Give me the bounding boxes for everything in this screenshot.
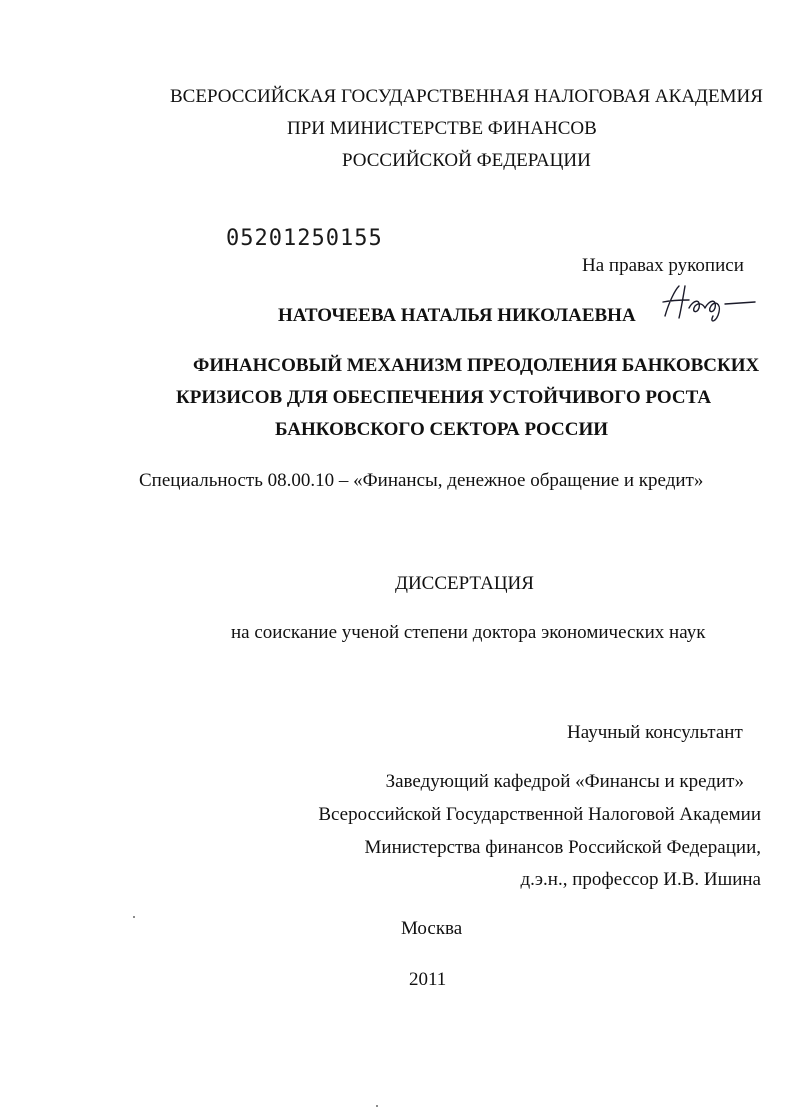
consultant-heading: Научный консультант: [567, 722, 743, 743]
year: 2011: [409, 969, 447, 990]
document-type: ДИССЕРТАЦИЯ: [395, 573, 534, 594]
consultant-line-1: Заведующий кафедрой «Финансы и кредит»: [385, 771, 744, 792]
dissertation-title-line-1: ФИНАНСОВЫЙ МЕХАНИЗМ ПРЕОДОЛЕНИЯ БАНКОВСКИХ: [193, 355, 760, 376]
scan-speck: [133, 916, 135, 918]
institution-line-1: ВСЕРОССИЙСКАЯ ГОСУДАРСТВЕННАЯ НАЛОГОВАЯ АКАДЕМИЯ: [170, 86, 763, 107]
specialty: Специальность 08.00.10 – «Финансы, денежное обращение и кредит»: [139, 470, 704, 491]
document-number: 05201250155: [226, 226, 383, 251]
dissertation-title-line-3: БАНКОВСКОГО СЕКТОРА РОССИИ: [275, 419, 609, 440]
institution-line-3: РОССИЙСКОЙ ФЕДЕРАЦИИ: [342, 150, 591, 171]
handwritten-signature: [655, 278, 765, 328]
consultant-line-2: Всероссийской Государственной Налоговой Академии: [318, 804, 761, 825]
consultant-line-4: д.э.н., профессор И.В. Ишина: [520, 869, 761, 890]
consultant-line-3: Министерства финансов Российской Федерации,: [364, 837, 761, 858]
city: Москва: [401, 918, 463, 939]
institution-line-2: ПРИ МИНИСТЕРСТВЕ ФИНАНСОВ: [287, 118, 597, 139]
dissertation-title-line-2: КРИЗИСОВ ДЛЯ ОБЕСПЕЧЕНИЯ УСТОЙЧИВОГО РОСТА: [176, 387, 712, 408]
degree-statement: на соискание ученой степени доктора экономических наук: [231, 622, 706, 643]
scan-speck: [376, 1105, 378, 1107]
manuscript-rights-note: На правах рукописи: [582, 255, 744, 276]
author-name: НАТОЧЕЕВА НАТАЛЬЯ НИКОЛАЕВНА: [278, 305, 636, 326]
